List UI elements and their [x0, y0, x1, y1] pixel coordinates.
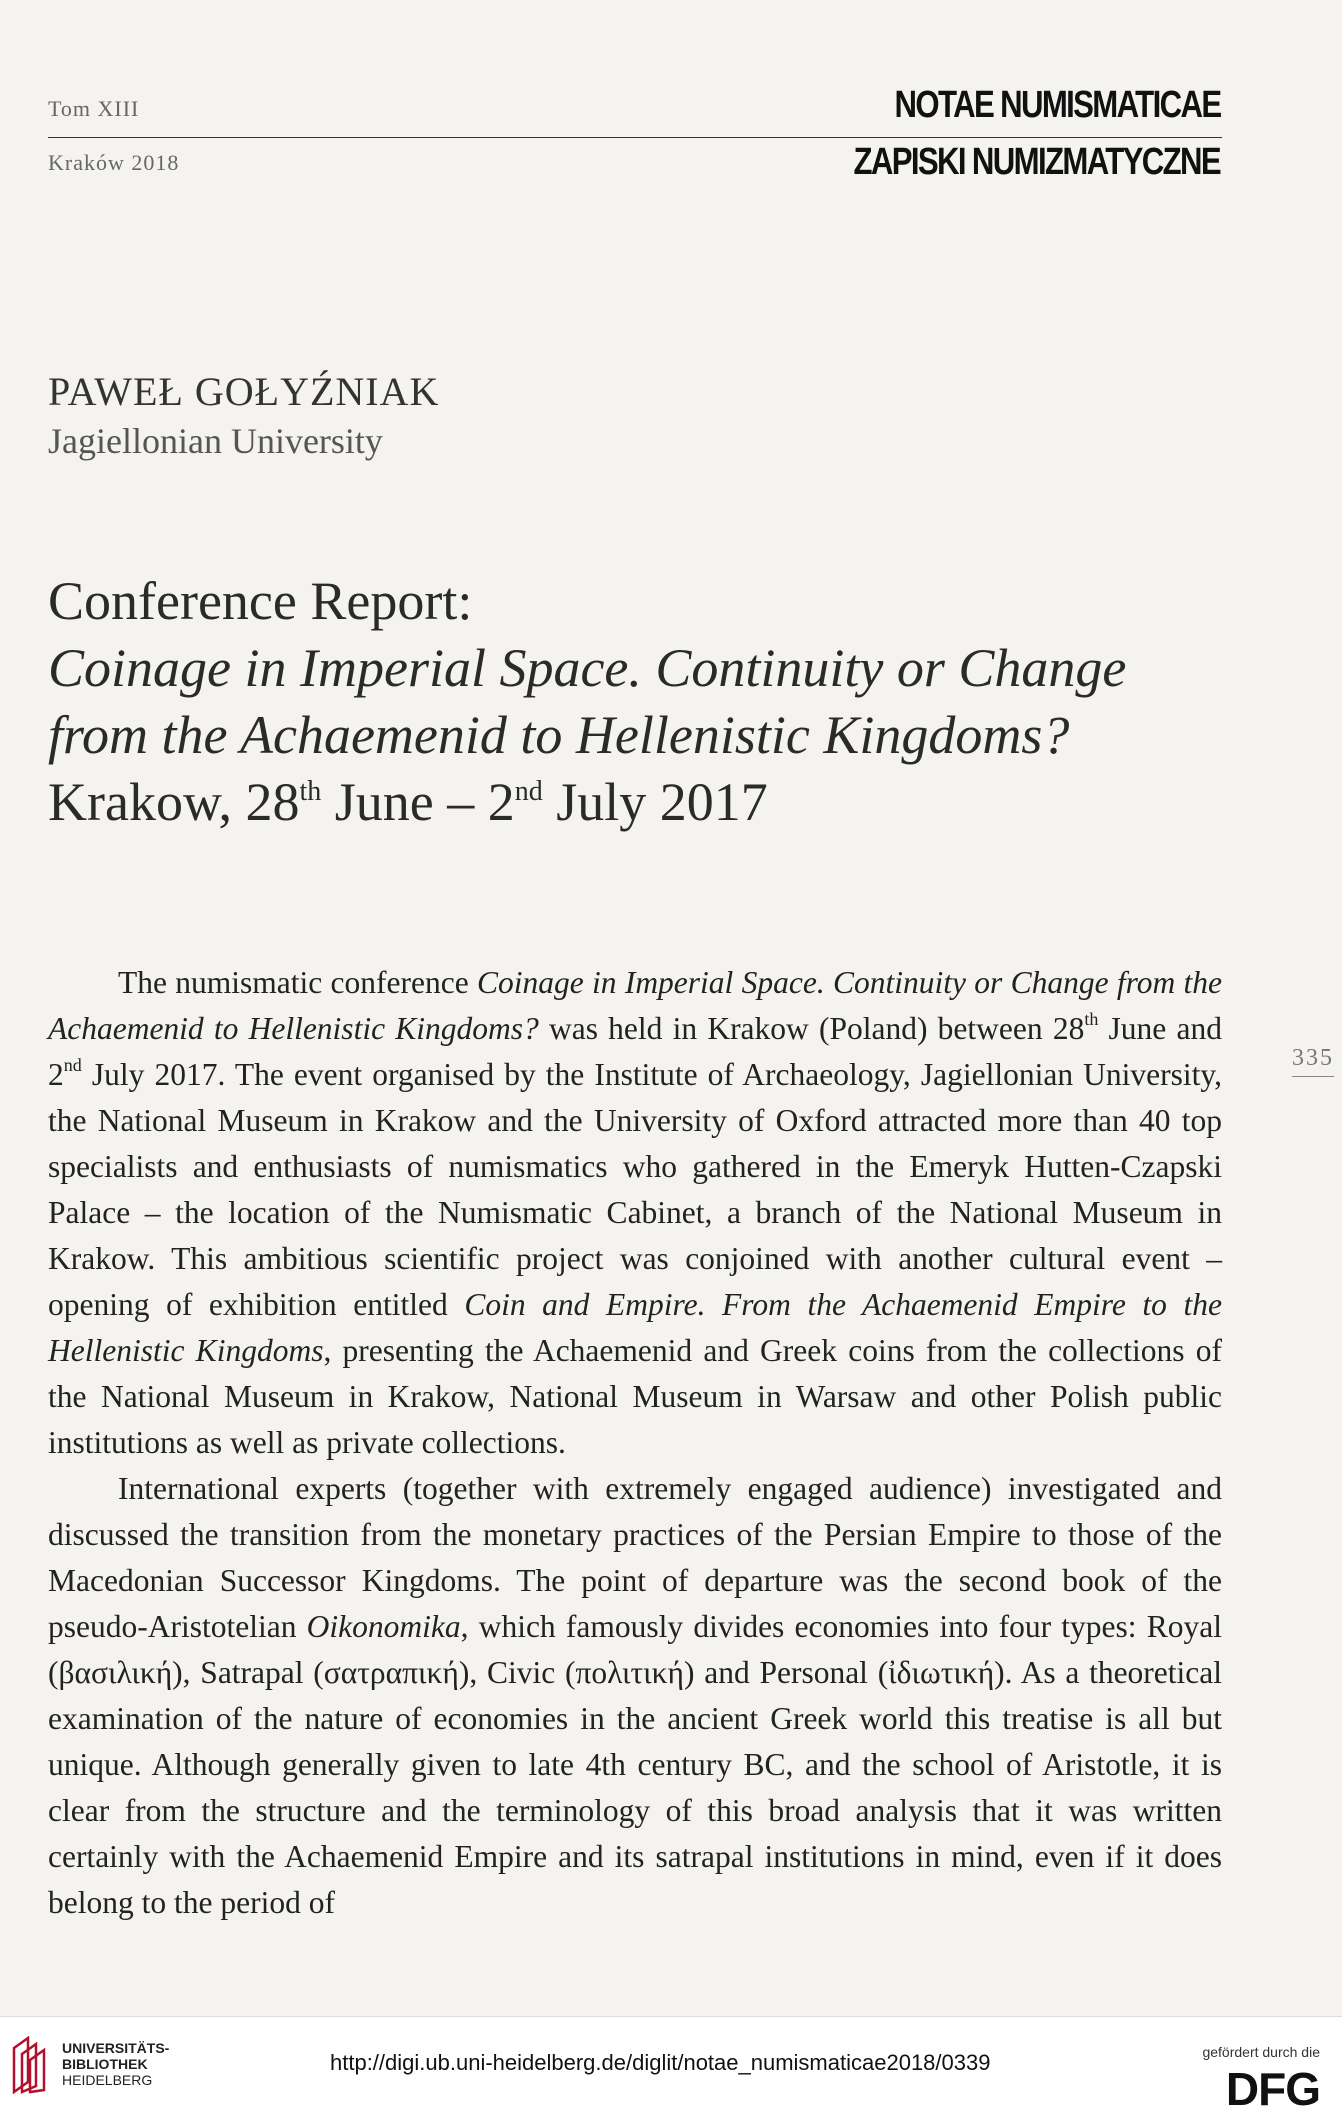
header-divider — [48, 137, 1222, 138]
p2-italic-oikonomika: Oikonomika — [306, 1609, 461, 1644]
library-name-line2: BIBLIOTHEK — [62, 2056, 148, 2072]
p1-italic-exhibition-title: Coin and Empire. From the Achaemenid Empire to the Hellenistic Kingdoms — [48, 1287, 1222, 1368]
paragraph-2 — [48, 1466, 1222, 1926]
title-date-part-1: Krakow, 28 — [48, 772, 300, 832]
p1-text-1: The numismatic conference — [118, 965, 477, 1000]
source-url-link[interactable]: http://digi.ub.uni-heidelberg.de/diglit/notae_numismaticae2018/0339 — [330, 2050, 991, 2075]
p1-text-3: June and 2 — [48, 1011, 1222, 1092]
library-name-line3: HEIDELBERG — [62, 2072, 153, 2088]
author-affiliation: Jagiellonian University — [48, 421, 383, 461]
p1-ordinal-1: th — [1084, 1009, 1099, 1029]
journal-title-line2: ZAPISKI NUMIZMATYCZNE — [853, 141, 1220, 183]
p1-text-2: was held in Krakow (Poland) between 28 — [538, 1011, 1085, 1046]
page-number: 335 — [1292, 1045, 1334, 1077]
title-date-part-2: June – 2 — [321, 772, 515, 832]
paragraph-1 — [48, 960, 1222, 1466]
p1-text-5: , presenting the Achaemenid and Greek coins from the collections of the National Museum in Krakow, National Museum in Warsaw and other Polish public institutions as well as private collections. — [48, 1333, 1222, 1460]
place-year-label: Kraków 2018 — [48, 150, 180, 175]
dfg-logo: DFG — [1225, 2063, 1320, 2115]
p2-text-1: International experts (together with extremely engaged audience) investigated and discussed the transition from the monetary practices of the Persian Empire to those of the Macedonian Successor Kingdoms. The point of departure was the second book of the pseudo-Aristotelian — [48, 1471, 1222, 1644]
title-line-4 — [48, 769, 1248, 836]
title-ordinal-1: th — [299, 776, 322, 807]
author-name: PAWEŁ GOŁYŹNIAK — [48, 369, 440, 414]
p1-italic-conference-title: Coinage in Imperial Space. Continuity or Change from the Achaemenid to Hellenistic Kingdoms? — [48, 965, 1222, 1046]
article-body — [48, 960, 1222, 1926]
university-library-logo-icon — [12, 2036, 52, 2094]
title-line-1: Conference Report: — [48, 571, 473, 631]
library-name-line1: UNIVERSITÄTS- — [62, 2040, 170, 2056]
library-name — [62, 2040, 169, 2088]
article-title — [48, 568, 1248, 836]
title-line-3: from the Achaemenid to Hellenistic Kingdoms? — [48, 705, 1070, 765]
title-line-2: Coinage in Imperial Space. Continuity or Change — [48, 638, 1127, 698]
funded-by-label: gefördert durch die — [1202, 2044, 1320, 2060]
p2-text-2: , which famously divides economies into four types: Royal (βασιλική), Satrapal (σατραπική), Civic (πολιτική) and Personal (ἰδιωτική). As a theoretical examination of the nature of economies in the ancient Greek world this treatise is all but unique. Although generally given to late 4th century BC, and the school of Aristotle, it is clear from the structure and the terminology of this broad analysis that it was written certainly with the Achaemenid Empire and its satrapal institutions in mind, even if it does belong to the period of — [48, 1609, 1222, 1920]
title-ordinal-2: nd — [514, 776, 543, 807]
volume-label: Tom XIII — [48, 96, 140, 121]
journal-title-line1: NOTAE NUMISMATICAE — [894, 84, 1220, 126]
p1-text-4: July 2017. The event organised by the Institute of Archaeology, Jagiellonian University, the National Museum in Krakow and the University of Oxford attracted more than 40 top specialists and enthusiasts of numismatics who gathered in the Emeryk Hutten-Czapski Palace – the location of the Numismatic Cabinet, a branch of the National Museum in Krakow. This ambitious scientific project was conjoined with another cultural event – opening of exhibition entitled — [48, 1057, 1222, 1322]
p1-ordinal-2: nd — [63, 1055, 82, 1075]
title-date-part-3: July 2017 — [542, 772, 768, 832]
